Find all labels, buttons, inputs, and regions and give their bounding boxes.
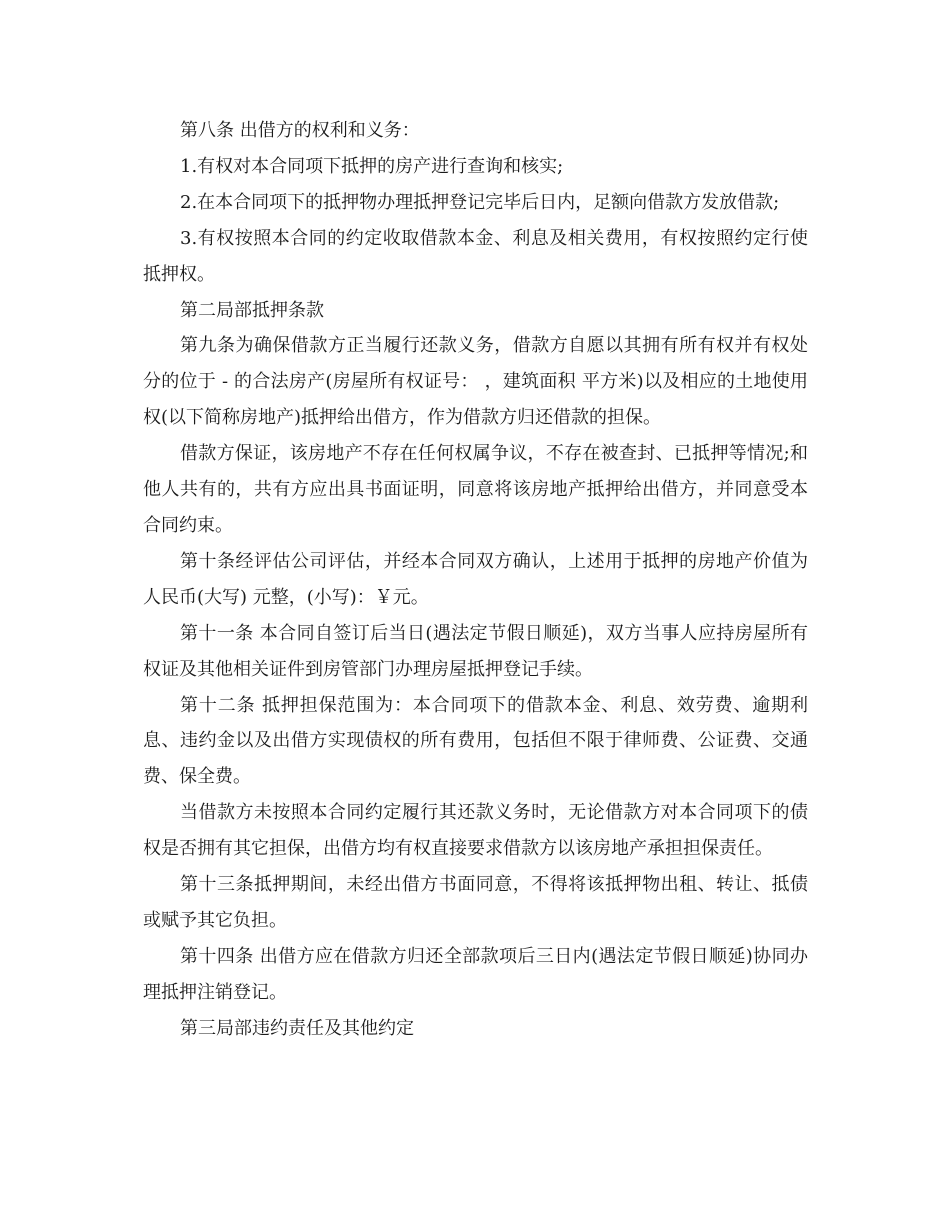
- article-14: 第十四条 出借方应在借款方归还全部款项后三日内(遇法定节假日顺延)协同办理抵押注销登记。: [143, 945, 808, 1003]
- article-8-heading: 第八条 出借方的权利和义务：: [180, 120, 420, 141]
- article-12-default-clause: 当借款方未按照本合同约定履行其还款义务时，无论借款方对本合同项下的债权是否拥有其它担保，出借方均有权直接要求借款方以该房地产承担担保责任。: [143, 802, 808, 860]
- article-9: 第九条为确保借款方正当履行还款义务，借款方自愿以其拥有所有权并有权处分的位于 - 的合法房产(房屋所有权证号： ，建筑面积 平方米)以及相应的土地使用权(以下简称房地产)抵押给出借方，作为借款方归还借款的担保。: [143, 335, 808, 429]
- article-12: 第十二条 抵押担保范围为：本合同项下的借款本金、利息、效劳费、逾期利息、违约金以及出借方实现债权的所有费用，包括但不限于律师费、公证费、交通费、保全费。: [143, 694, 808, 788]
- document-body: [143, 113, 808, 1047]
- article-10: 第十条经评估公司评估，并经本合同双方确认，上述用于抵押的房地产价值为人民币(大写) 元整，(小写)：￥元。: [143, 550, 808, 608]
- part-2-heading: 第二局部抵押条款: [180, 299, 324, 321]
- article-8-item-3: 3.有权按照本合同的约定收取借款本金、利息及相关费用，有权按照约定行使抵押权。: [143, 227, 808, 285]
- part-3-heading: 第三局部违约责任及其他约定: [180, 1017, 414, 1039]
- article-13: 第十三条抵押期间，未经出借方书面同意，不得将该抵押物出租、转让、抵债或赋予其它负担。: [143, 874, 808, 931]
- article-8-item-2: 2.在本合同项下的抵押物办理抵押登记完毕后日内，足额向借款方发放借款;: [180, 191, 780, 213]
- article-8-item-1: 1.有权对本合同项下抵押的房产进行查询和核实;: [180, 155, 564, 177]
- borrower-guarantee: 借款方保证，该房地产不存在任何权属争议，不存在被查封、已抵押等情况;和他人共有的，共有方应出具书面证明，同意将该房地产抵押给出借方，并同意受本合同约束。: [143, 443, 808, 536]
- article-11: 第十一条 本合同自签订后当日(遇法定节假日顺延)，双方当事人应持房屋所有权证及其他相关证件到房管部门办理房屋抵押登记手续。: [143, 622, 808, 680]
